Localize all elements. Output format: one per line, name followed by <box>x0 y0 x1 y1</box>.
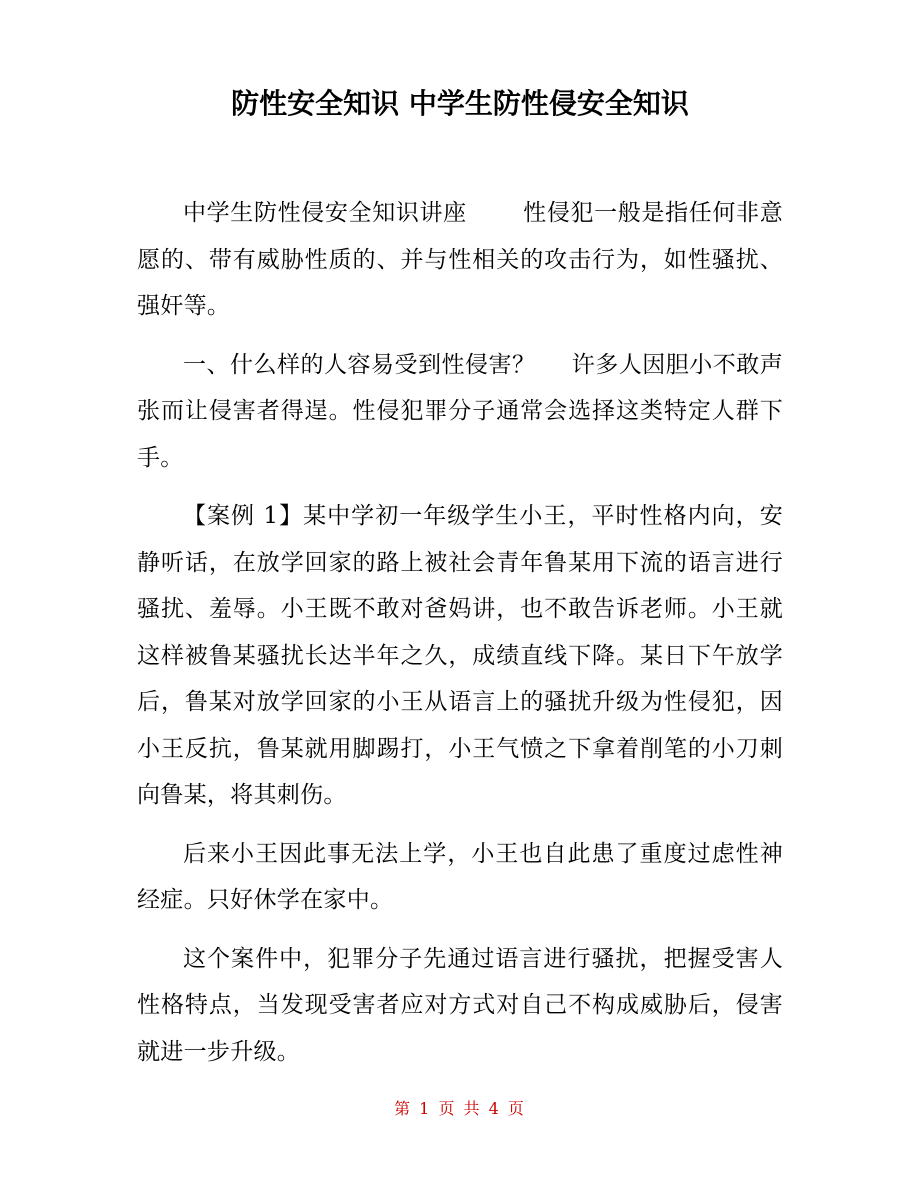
page-label-prefix: 第 <box>394 1099 413 1118</box>
page-label-suffix: 页 <box>507 1099 526 1118</box>
page-label-mid: 页 共 <box>438 1099 482 1118</box>
page-number-current: 1 <box>419 1099 432 1118</box>
paragraph-case-one: 【案例 1】某中学初一年级学生小王，平时性格内向，安静听话，在放学回家的路上被社会青年鲁某用下流的语言进行骚扰、羞辱。小王既不敢对爸妈讲，也不敢告诉老师。小王就这样被鲁某骚扰长达半年之久，成绩直线下降。某日下午放学后，鲁某对放学回家的小王从语言上的骚扰升级为性侵犯，因小王反抗，鲁某就用脚踢打，小王气愤之下拿着削笔的小刀刺向鲁某，将其刺伤。 <box>137 503 783 808</box>
paragraph-intro-heading: 中学生防性侵安全知识讲座 <box>183 200 467 226</box>
document-body <box>137 190 783 1087</box>
paragraph-analysis: 这个案件中，犯罪分子先通过语言进行骚扰，把握受害人性格特点，当发现受害者应对方式对自己不构成威胁后，侵害就进一步升级。 <box>137 945 783 1065</box>
document-title: 防性安全知识 中学生防性侵安全知识 <box>231 87 689 120</box>
paragraph-intro-body: 性侵犯一般是指任何非意愿的、带有威胁性质的、并与性相关的攻击行为，如性骚扰、强奸等。 <box>137 200 783 319</box>
page-footer <box>0 1097 920 1121</box>
paragraph-section-one <box>137 342 783 482</box>
paragraph-aftermath: 后来小王因此事无法上学，小王也自此患了重度过虑性神经症。只好休学在家中。 <box>137 840 783 913</box>
page-number-total: 4 <box>488 1099 501 1118</box>
section-one-heading: 一、什么样的人容易受到性侵害？ <box>183 351 536 378</box>
section-one-body: 许多人因胆小不敢声张而让侵害者得逞。性侵犯罪分子通常会选择这类特定人群下手。 <box>137 351 783 471</box>
paragraph-intro <box>137 190 783 330</box>
